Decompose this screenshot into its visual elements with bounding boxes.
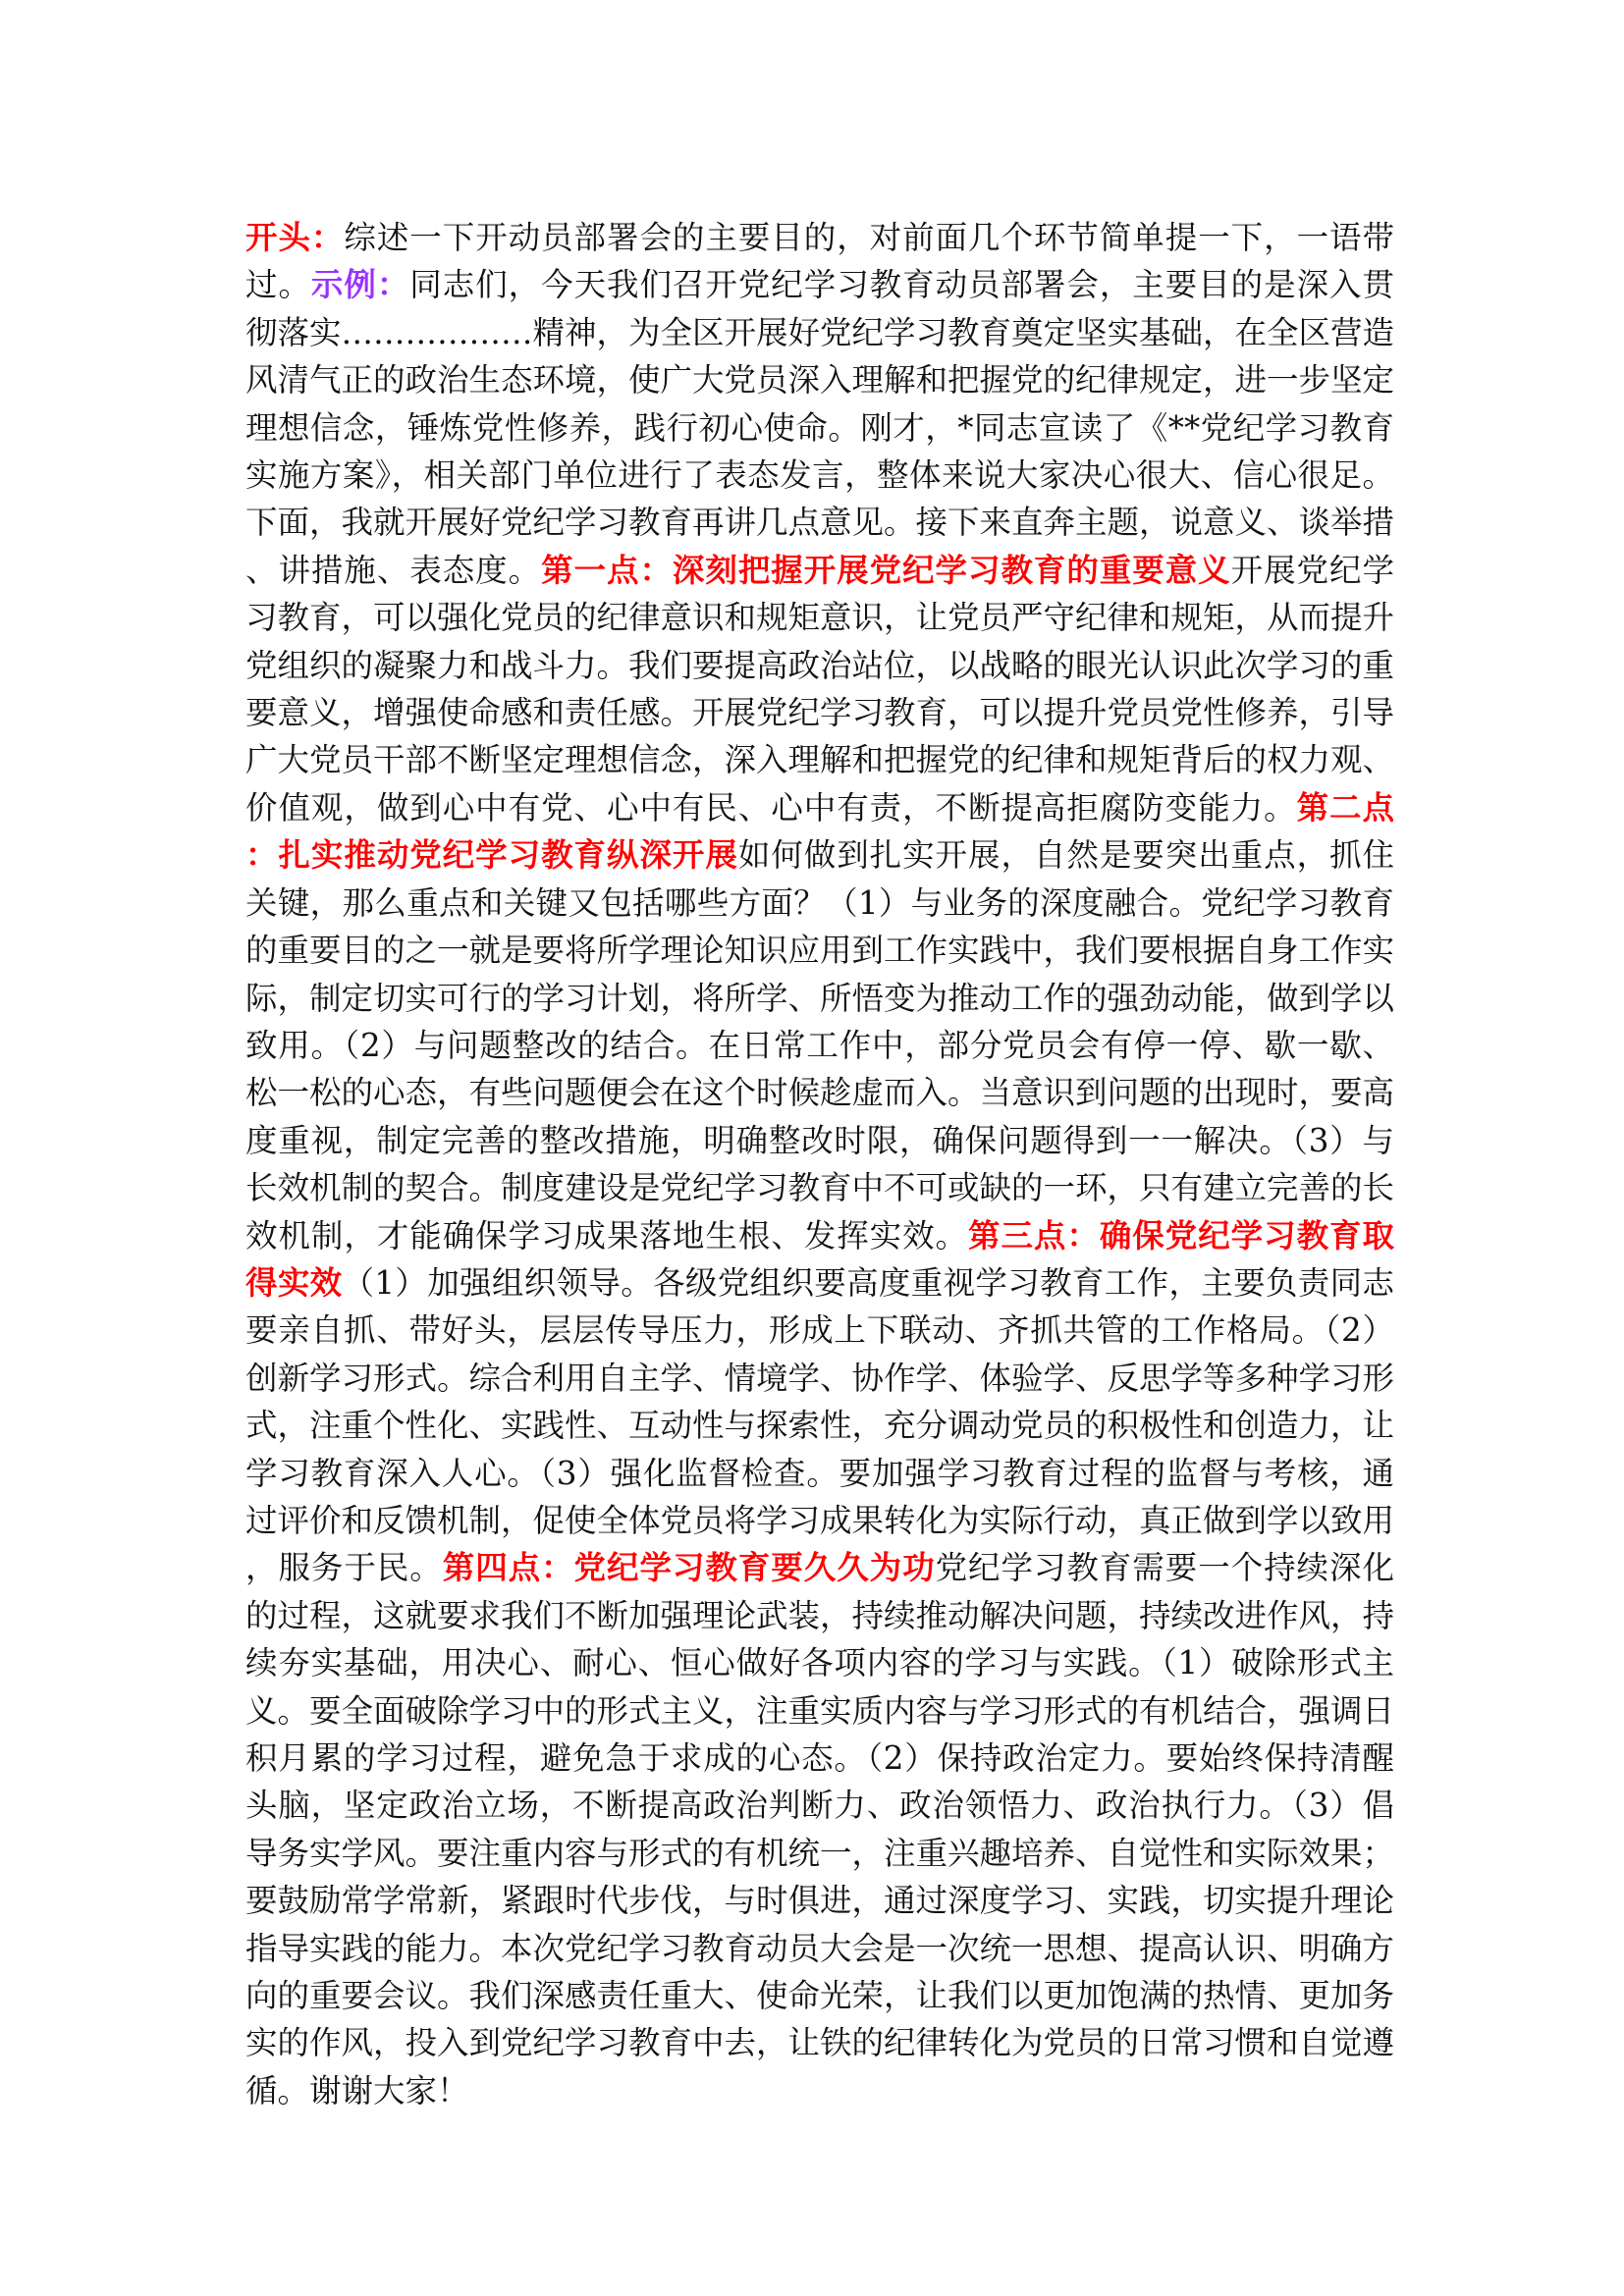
point2-heading: 第二点：扎实推动党纪学习教育纵深开展 [245,787,1394,875]
speech-body [245,214,1394,2114]
point4-heading: 第四点：党纪学习教育要久久为功 [442,1548,936,1587]
opening-label: 开头： [245,218,345,256]
point2-text: 如何做到扎实开展，自然是要突出重点，抓住关键，那么重点和关键又包括哪些方面？（1）与业务的深度融合。党纪学习教育的重要目的之一就是要将所学理论知识应用到工作实践中，我们要根据自身工作实际，制定切实可行的学习计划，将所学、所悟变为推动工作的强劲动能，做到学以致用。（2）与问题整改的结合。在日常工作中，部分党员会有停一停、歇一歇、松一松的心态，有些问题便会在这个时候趁虚而入。当意识到问题的出现时，要高度重视，制定完善的整改措施，明确整改时限，确保问题得到一一解决。（3）与长效机制的契合。制度建设是党纪学习教育中不可或缺的一环，只有建立完善的长效机制，才能确保学习成果落地生根、发挥实效。 [245,836,1395,1255]
point4-text: 党纪学习教育需要一个持续深化的过程，这就要求我们不断加强理论武装，持续推动解决问题，持续改进作风，持续夯实基础，用决心、耐心、恒心做好各项内容的学习与实践。（1）破除形式主义。要全面破除学习中的形式主义，注重实质内容与学习形式的有机结合，强调日积月累的学习过程，避免急于求成的心态。（2）保持政治定力。要始终保持清醒头脑，坚定政治立场，不断提高政治判断力、政治领悟力、政治执行力。（3）倡导务实学风。要注重内容与形式的有机统一，注重兴趣培养、自觉性和实际效果；要鼓励常学常新，紧跟时代步伐，与时俱进，通过深度学习、实践，切实提升理论指导实践的能力。本次党纪学习教育动员大会是一次统一思想、提高认识、明确方向的重要会议。我们深感责任重大、使命光荣，让我们以更加饱满的热情、更加务实的作风，投入到党纪学习教育中去，让铁的纪律转化为党员的日常习惯和自觉遵循。谢谢大家！ [245,1549,1395,2109]
point3-heading: 第三点：确保党纪学习教育取得实效 [245,1215,1394,1302]
point1-heading: 第一点：深刻把握开展党纪学习教育的重要意义 [541,550,1231,589]
point1-text: 开展党纪学习教育，可以强化党员的纪律意识和规矩意识，让党员严守纪律和规矩，从而提升党组织的凝聚力和战斗力。我们要提高政治站位，以战略的眼光认识此次学习的重要意义，增强使命感和责任感。开展党纪学习教育，可以提升党员党性修养，引导广大党员干部不断坚定理想信念，深入理解和把握党的纪律和规矩背后的权力观、价值观，做到心中有党、心中有民、心中有责，不断提高拒腐防变能力。 [245,551,1395,827]
opening-text: 综述一下开动员部署会的主要目的，对前面几个环节简单提一下，一语带过。 [245,219,1394,304]
example-label: 示例： [310,265,410,304]
example-text: 同志们，今天我们召开党纪学习教育动员部署会，主要目的是深入贯彻落实………………精神，为全区开展好党纪学习教育奠定坚实基础，在全区营造风清气正的政治生态环境，使广大党员深入理解和把握党的纪律规定，进一步坚定理想信念，锤炼党性修养，践行初心使命。刚才，*同志宣读了《**党纪学习教育实施方案》，相关部门单位进行了表态发言，整体来说大家决心很大、信心很足。下面，我就开展好党纪学习教育再讲几点意见。接下来直奔主题，说意义、谈举措、讲措施、表态度。 [245,266,1395,589]
point3-text: （1）加强组织领导。各级党组织要高度重视学习教育工作，主要负责同志要亲自抓、带好头，层层传导压力，形成上下联动、齐抓共管的工作格局。（2）创新学习形式。综合利用自主学、情境学、协作学、体验学、反思学等多种学习形式，注重个性化、实践性、互动性与探索性，充分调动党员的积极性和创造力，让学习教育深入人心。（3）强化监督检查。要加强学习教育过程的监督与考核，通过评价和反馈机制，促使全体党员将学习成果转化为实际行动，真正做到学以致用，服务于民。 [245,1263,1395,1587]
